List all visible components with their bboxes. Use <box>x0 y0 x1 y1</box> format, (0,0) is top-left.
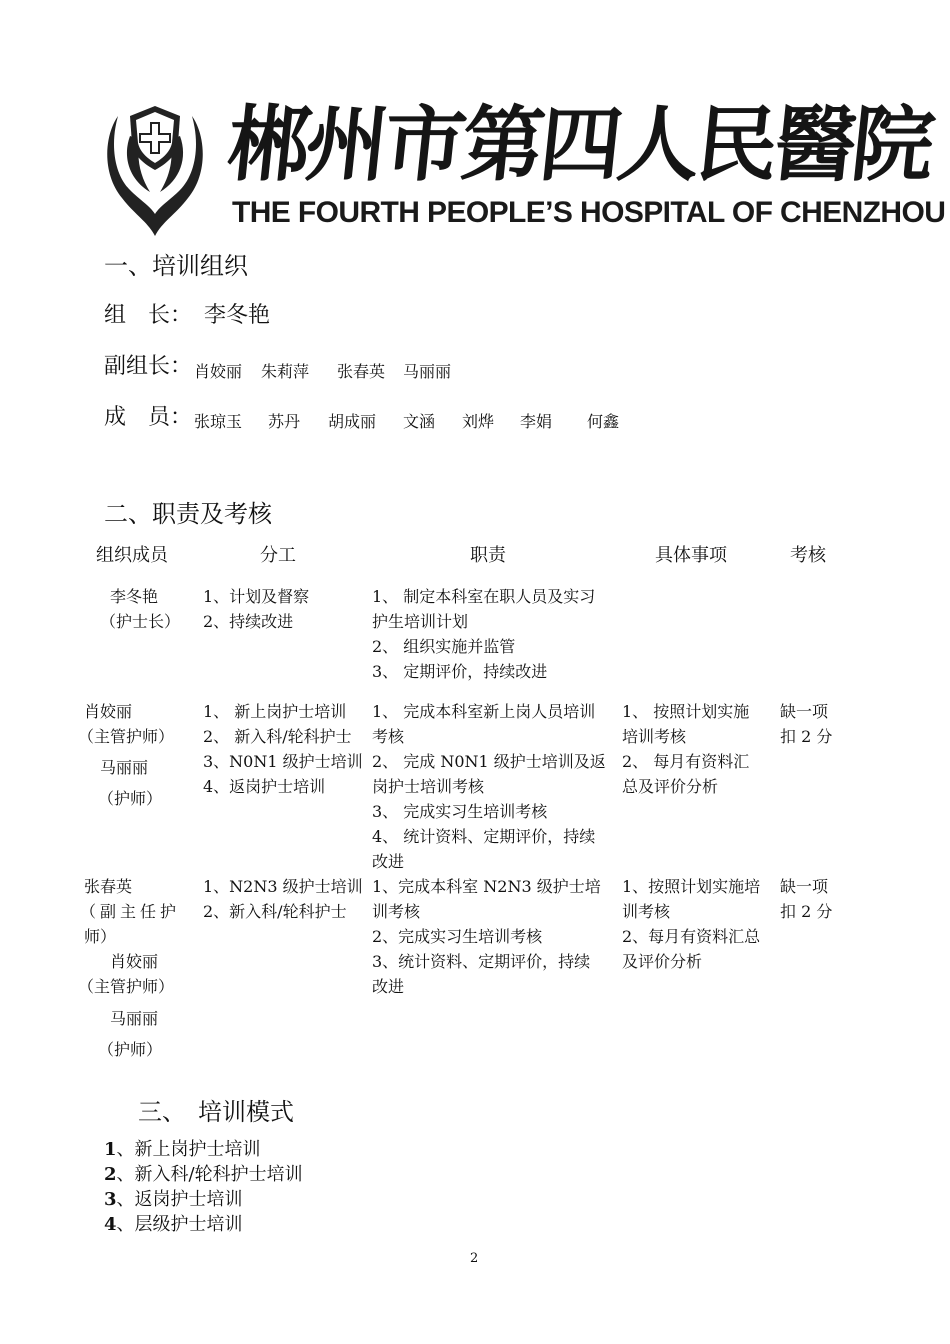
duty-cell: 岗护士培训考核 <box>372 777 485 796</box>
member-cell: （护士长） <box>100 612 181 631</box>
deputy-label: 副组长： <box>104 354 193 379</box>
member-name: 张琼玉 <box>194 412 243 431</box>
member-cell: （主管护师） <box>78 727 175 746</box>
division-cell: 2、 新入科/轮科护士 <box>203 727 352 746</box>
duty-cell: 3、 完成实习生培训考核 <box>372 802 548 821</box>
member-cell: （护师） <box>98 1040 163 1059</box>
deputy-name: 肖姣丽 <box>194 362 243 381</box>
logo-english-name: THE FOURTH PEOPLE’S HOSPITAL OF CHENZHOU <box>232 196 946 229</box>
duty-cell: 改进 <box>372 852 405 871</box>
items-cell: 2、 每月有资料汇 <box>622 752 750 771</box>
assess-cell: 扣 2 分 <box>780 902 833 921</box>
duty-cell: 训考核 <box>372 902 421 921</box>
division-cell: 1、计划及督察 <box>203 587 310 606</box>
member-name: 何鑫 <box>587 412 620 431</box>
duty-cell: 2、完成实习生培训考核 <box>372 927 543 946</box>
deputy-name: 马丽丽 <box>403 362 452 381</box>
items-cell: 总及评价分析 <box>622 777 719 796</box>
assess-cell: 缺一项 <box>780 877 829 896</box>
duty-cell: 1、 完成本科室新上岗人员培训 <box>372 702 596 721</box>
list-item <box>104 1137 261 1162</box>
duty-cell: 改进 <box>372 977 405 996</box>
member-cell: 李冬艳 <box>110 587 159 606</box>
items-cell: 2、每月有资料汇总 <box>622 927 761 946</box>
list-item <box>104 1187 243 1212</box>
column-header-member: 组织成员 <box>96 545 168 566</box>
list-number: 4 <box>104 1214 117 1235</box>
duty-cell: 3、统计资料、定期评价，持续 <box>372 952 591 971</box>
duty-cell: 1、 制定本科室在职人员及实习 <box>372 587 596 606</box>
member-cell: 肖姣丽 <box>110 952 159 971</box>
division-cell: 2、持续改进 <box>203 612 294 631</box>
member-name: 胡成丽 <box>328 412 377 431</box>
member-cell: 师） <box>84 927 117 946</box>
items-cell: 及评价分析 <box>622 952 703 971</box>
section2-title: 二、职责及考核 <box>104 500 272 528</box>
member-cell: （副主任护 <box>80 902 181 921</box>
list-text: 、返岗护士培训 <box>116 1189 243 1210</box>
member-name: 文涵 <box>403 412 436 431</box>
column-header-duty: 职责 <box>470 545 506 566</box>
division-cell: 1、 新上岗护士培训 <box>203 702 347 721</box>
page-number: 2 <box>470 1251 479 1266</box>
list-item <box>104 1162 303 1187</box>
column-header-assess: 考核 <box>790 545 826 566</box>
hospital-emblem-icon <box>100 96 210 238</box>
items-cell: 1、按照计划实施培 <box>622 877 761 896</box>
member-cell: 张春英 <box>84 877 133 896</box>
division-cell: 2、新入科/轮科护士 <box>203 902 347 921</box>
items-cell: 训考核 <box>622 902 671 921</box>
member-name: 李娟 <box>520 412 553 431</box>
duty-cell: 3、 定期评价，持续改进 <box>372 662 548 681</box>
member-cell: （护师） <box>98 789 163 808</box>
member-cell: 马丽丽 <box>110 1009 159 1028</box>
list-text: 、新入科/轮科护士培训 <box>116 1164 303 1185</box>
duty-cell: 考核 <box>372 727 405 746</box>
list-number: 3 <box>104 1189 117 1210</box>
column-header-items: 具体事项 <box>655 545 727 566</box>
assess-cell: 缺一项 <box>780 702 829 721</box>
division-cell: 4、返岗护士培训 <box>203 777 326 796</box>
leader-label: 组 长： <box>104 303 193 328</box>
leader-name: 李冬艳 <box>204 303 271 328</box>
duty-cell: 护生培训计划 <box>372 612 469 631</box>
column-header-division: 分工 <box>260 545 296 566</box>
member-label: 成 员： <box>104 405 193 430</box>
list-number: 1 <box>104 1139 117 1160</box>
duty-cell: 1、完成本科室 N2N3 级护士培 <box>372 877 601 896</box>
member-name: 苏丹 <box>268 412 301 431</box>
division-cell: 1、N2N3 级护士培训 <box>203 877 363 896</box>
items-cell: 1、 按照计划实施 <box>622 702 750 721</box>
list-text: 、层级护士培训 <box>116 1214 243 1235</box>
member-cell: 肖姣丽 <box>84 702 133 721</box>
section1-title: 一、培训组织 <box>104 252 248 280</box>
duty-cell: 2、 完成 N0N1 级护士培训及返 <box>372 752 606 771</box>
duty-cell: 2、 组织实施并监管 <box>372 637 516 656</box>
list-item <box>104 1212 243 1237</box>
logo-chinese-name: 郴州市第四人民醫院 <box>223 98 936 193</box>
assess-cell: 扣 2 分 <box>780 727 833 746</box>
division-cell: 3、N0N1 级护士培训 <box>203 752 363 771</box>
deputy-name: 朱莉萍 <box>261 362 310 381</box>
member-cell: （主管护师） <box>78 977 175 996</box>
list-number: 2 <box>104 1164 117 1185</box>
list-text: 、新上岗护士培训 <box>116 1139 261 1160</box>
member-cell: 马丽丽 <box>100 758 149 777</box>
items-cell: 培训考核 <box>622 727 687 746</box>
duty-cell: 4、 统计资料、定期评价，持续 <box>372 827 596 846</box>
member-name: 刘烨 <box>462 412 495 431</box>
section3-title: 三、 培训模式 <box>138 1098 294 1126</box>
deputy-name: 张春英 <box>337 362 386 381</box>
